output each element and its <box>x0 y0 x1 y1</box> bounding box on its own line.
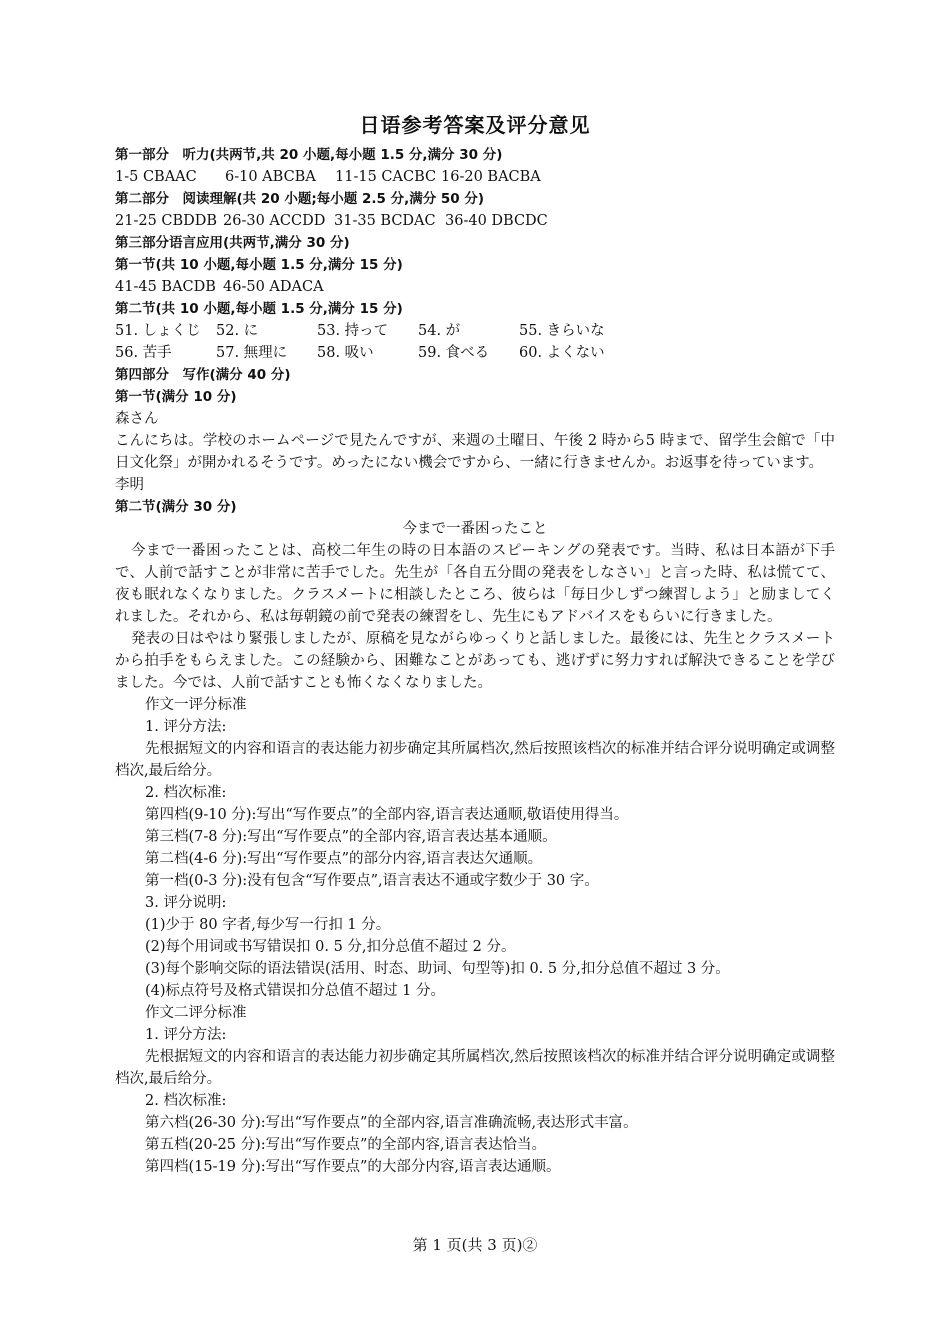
essay-paragraph: 今まで一番困ったことは、高校二年生の時の日本語のスピーキングの発表です。当時、私は日本語が下手で、人前で話すことが非常に苦手でした。先生が「各自五分間の発表をしなさい」と言った時、私は慌てて、夜も眠れなくなりました。クラスメートに相談したところ、彼らは「毎日少しずつ練習しよう」と励ましてくれました。それから、私は毎朝鏡の前で発表の練習をし、先生にもアドバイスをもらいに行きました。 <box>115 543 835 625</box>
part2-heading: 第二部分 阅读理解(共 20 小题;每小题 2.5 分,满分 50 分) <box>115 191 485 207</box>
rubric1-method-text: 先根据短文的内容和语言的表达能力初步确定其所属档次,然后按照该档次的标准并结合评分说明确定或调整档次,最后给分。 <box>115 741 835 779</box>
rubric-level: 第四档(15-19 分):写出“写作要点”的大部分内容,语言表达通顺。 <box>145 1159 561 1175</box>
answer-group: 11-15 CACBC <box>335 169 437 185</box>
rubric2-method-label: 1. 评分方法: <box>145 1027 227 1043</box>
answer-group: 31-35 BCDAC <box>334 213 436 229</box>
answer-group: 16-20 BACBA <box>441 169 541 185</box>
rubric-level: 第二档(4-6 分):写出“写作要点”的部分内容,语言表达欠通顺。 <box>145 851 543 867</box>
answer-group: 36-40 DBCDC <box>445 213 548 229</box>
answer-group: 41-45 BACDB <box>115 279 216 295</box>
part4-section2-heading: 第二节(满分 30 分) <box>115 499 237 515</box>
rubric-level: 第五档(20-25 分):写出“写作要点”的全部内容,语言表达恰当。 <box>145 1137 547 1153</box>
answer-group: 46-50 ADACA <box>223 279 324 295</box>
part2-answers <box>115 210 835 232</box>
rubric1-method-label: 1. 评分方法: <box>145 719 227 735</box>
letter-recipient: 森さん <box>115 411 159 427</box>
part3-heading: 第三部分语言应用(共两节,满分 30 分) <box>115 235 350 251</box>
answer-item: 52. に <box>216 323 259 339</box>
rubric2-title: 作文二评分标准 <box>145 1005 247 1021</box>
rubric-level: 第四档(9-10 分):写出“写作要点”的全部内容,语言表达通顺,敬语使用得当。 <box>145 807 629 823</box>
answer-sheet-page <box>115 112 835 1178</box>
part4-section1-heading: 第一节(满分 10 分) <box>115 389 237 405</box>
essay-paragraph: 発表の日はやはり緊張しましたが、原稿を見ながらゆっくりと話しました。最後には、先生とクラスメートから拍手をもらえました。この経験から、困難なことがあっても、逃げずに努力すれば解決できることを学びました。今では、人前で話すことも怖くなくなりました。 <box>115 631 835 691</box>
rubric-level: 第六档(26-30 分):写出“写作要点”的全部内容,语言准确流畅,表达形式丰富。 <box>145 1115 638 1131</box>
answer-item: 54. が <box>418 323 461 339</box>
letter-signature: 李明 <box>115 477 144 493</box>
answer-item: 53. 持って <box>317 323 389 339</box>
answer-item: 55. きらいな <box>519 323 605 339</box>
rubric-note: (4)标点符号及格式错误扣分总值不超过 1 分。 <box>145 983 445 999</box>
rubric-level: 第三档(7-8 分):写出“写作要点”的全部内容,语言表达基本通顺。 <box>145 829 557 845</box>
rubric-note: (1)少于 80 字者,每少写一行扣 1 分。 <box>145 917 391 933</box>
page-title: 日语参考答案及评分意见 <box>359 113 591 137</box>
answer-group: 6-10 ABCBA <box>225 169 316 185</box>
part1-heading: 第一部分 听力(共两节,共 20 小题,每小题 1.5 分,满分 30 分) <box>115 147 503 163</box>
essay-title: 今まで一番困ったこと <box>402 521 548 537</box>
answer-group: 21-25 CBDDB <box>115 213 218 229</box>
rubric1-notes-label: 3. 评分说明: <box>145 895 227 911</box>
answer-group: 26-30 ACCDD <box>223 213 326 229</box>
rubric1-levels-label: 2. 档次标准: <box>145 785 227 801</box>
rubric-note: (2)每个用词或书写错误扣 0. 5 分,扣分总值不超过 2 分。 <box>145 939 516 955</box>
answer-item: 60. よくない <box>519 345 605 361</box>
rubric-level: 第一档(0-3 分):没有包含“写作要点”,语言表达不通或字数少于 30 字。 <box>145 873 599 889</box>
answer-item: 51. しょくじ <box>115 323 201 339</box>
rubric2-method-text: 先根据短文的内容和语言的表达能力初步确定其所属档次,然后按照该档次的标准并结合评分说明确定或调整档次,最后给分。 <box>115 1049 835 1087</box>
page-footer: 第 1 页(共 3 页)② <box>412 1236 538 1254</box>
letter-body: こんにちは。学校のホームページで見たんですが、来週の土曜日、午後 2 時から5 時まで、留学生会館で「中日文化祭」が開かれるそうです。めったにない機会ですから、一緒に行きませんか。お返事を待っています。 <box>115 433 835 471</box>
part4-heading: 第四部分 写作(满分 40 分) <box>115 367 291 383</box>
rubric-note: (3)每个影响交际的语法错误(活用、时态、助词、句型等)扣 0. 5 分,扣分总值不超过 3 分。 <box>145 961 730 977</box>
part1-answers <box>115 166 835 188</box>
part3-section2-row2 <box>115 342 835 364</box>
part3-section2-heading: 第二节(共 10 小题,每小题 1.5 分,满分 15 分) <box>115 301 403 317</box>
answer-item: 59. 食べる <box>418 345 490 361</box>
rubric2-levels-label: 2. 档次标准: <box>145 1093 227 1109</box>
answer-item: 56. 苦手 <box>115 345 172 361</box>
answer-group: 1-5 CBAAC <box>115 169 197 185</box>
part3-section2-row1 <box>115 320 835 342</box>
part3-section1-heading: 第一节(共 10 小题,每小题 1.5 分,满分 15 分) <box>115 257 403 273</box>
part3-section1-answers <box>115 276 835 298</box>
rubric1-title: 作文一评分标准 <box>145 697 247 713</box>
answer-item: 57. 無理に <box>216 345 288 361</box>
answer-item: 58. 吸い <box>317 345 374 361</box>
